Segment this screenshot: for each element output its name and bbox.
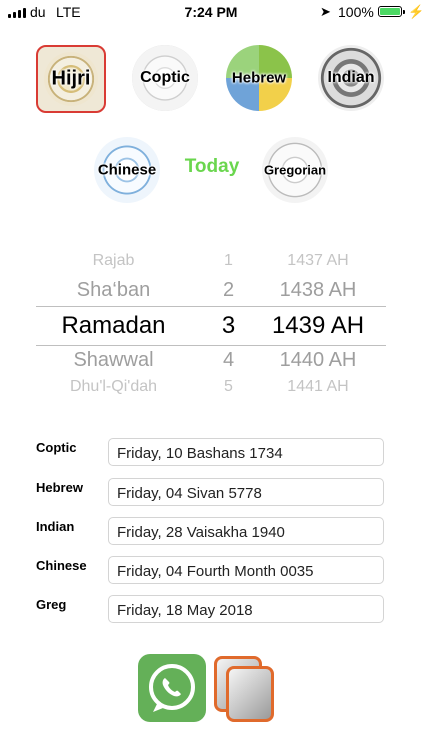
gregorian-date-field[interactable]: Friday, 18 May 2018 xyxy=(108,595,384,623)
network-type: LTE xyxy=(56,4,81,20)
battery-percent: 100% xyxy=(338,4,374,20)
indian-date-field[interactable]: Friday, 28 Vaisakha 1940 xyxy=(108,517,384,545)
charging-bolt-icon: ⚡ xyxy=(408,4,424,19)
chinese-label: Chinese xyxy=(97,161,157,179)
hebrew-date-row xyxy=(36,478,386,508)
picker-year: 1437 AH xyxy=(287,252,349,269)
picker-month: Dhu'l-Qi'dah xyxy=(69,378,158,395)
hijri-date-picker[interactable] xyxy=(36,248,386,398)
picker-year: 1438 AH xyxy=(279,279,357,301)
chinese-calendar-button[interactable] xyxy=(92,136,162,204)
gregorian-label: Gregorian xyxy=(263,162,327,178)
picker-day: 4 xyxy=(222,349,235,371)
gregorian-date-row xyxy=(36,595,386,625)
coptic-date-field[interactable]: Friday, 10 Bashans 1734 xyxy=(108,438,384,466)
chinese-date-field[interactable]: Friday, 04 Fourth Month 0035 xyxy=(108,556,384,584)
copy-icon-front xyxy=(226,666,274,722)
hebrew-calendar-button[interactable] xyxy=(224,44,294,112)
picker-month: Shawwal xyxy=(73,349,154,371)
hijri-label: Hijri xyxy=(51,67,91,90)
gregorian-date-label: Greg xyxy=(36,597,67,612)
hijri-calendar-button[interactable] xyxy=(36,45,106,113)
picker-selection-top-line xyxy=(36,306,386,307)
indian-label: Indian xyxy=(327,69,375,86)
chinese-date-row xyxy=(36,556,386,586)
battery-icon xyxy=(378,6,402,17)
carrier-name: du xyxy=(30,4,46,20)
copy-button[interactable] xyxy=(212,654,278,722)
picker-selection-bottom-line xyxy=(36,345,386,346)
picker-month: Rajab xyxy=(92,252,135,269)
picker-day: 2 xyxy=(222,279,235,301)
picker-month: Sha‘ban xyxy=(76,279,151,301)
picker-day: 5 xyxy=(224,378,233,395)
whatsapp-share-button[interactable] xyxy=(138,654,206,722)
coptic-calendar-button[interactable] xyxy=(130,44,200,112)
today-button[interactable]: Today xyxy=(184,156,240,177)
indian-calendar-button[interactable] xyxy=(316,44,386,112)
location-arrow-icon: ➤ xyxy=(320,4,331,19)
hebrew-label: Hebrew xyxy=(231,69,287,87)
gregorian-calendar-button[interactable] xyxy=(260,136,330,204)
chinese-date-label: Chinese xyxy=(36,558,87,573)
hebrew-date-field[interactable]: Friday, 04 Sivan 5778 xyxy=(108,478,384,506)
hebrew-date-label: Hebrew xyxy=(36,480,83,495)
indian-date-label: Indian xyxy=(36,519,75,534)
coptic-date-label: Coptic xyxy=(36,440,77,455)
coptic-label: Coptic xyxy=(140,69,190,86)
picker-year: 1441 AH xyxy=(287,378,349,395)
indian-date-row xyxy=(36,517,386,547)
whatsapp-icon xyxy=(138,654,206,722)
status-bar xyxy=(0,0,422,26)
picker-year-selected: 1439 AH xyxy=(271,312,365,339)
picker-day-selected: 3 xyxy=(221,312,236,339)
status-time: 7:24 PM xyxy=(184,4,238,20)
picker-month-selected: Ramadan xyxy=(61,312,166,339)
coptic-date-row xyxy=(36,438,386,468)
picker-year: 1440 AH xyxy=(279,349,357,371)
picker-day: 1 xyxy=(224,252,233,269)
